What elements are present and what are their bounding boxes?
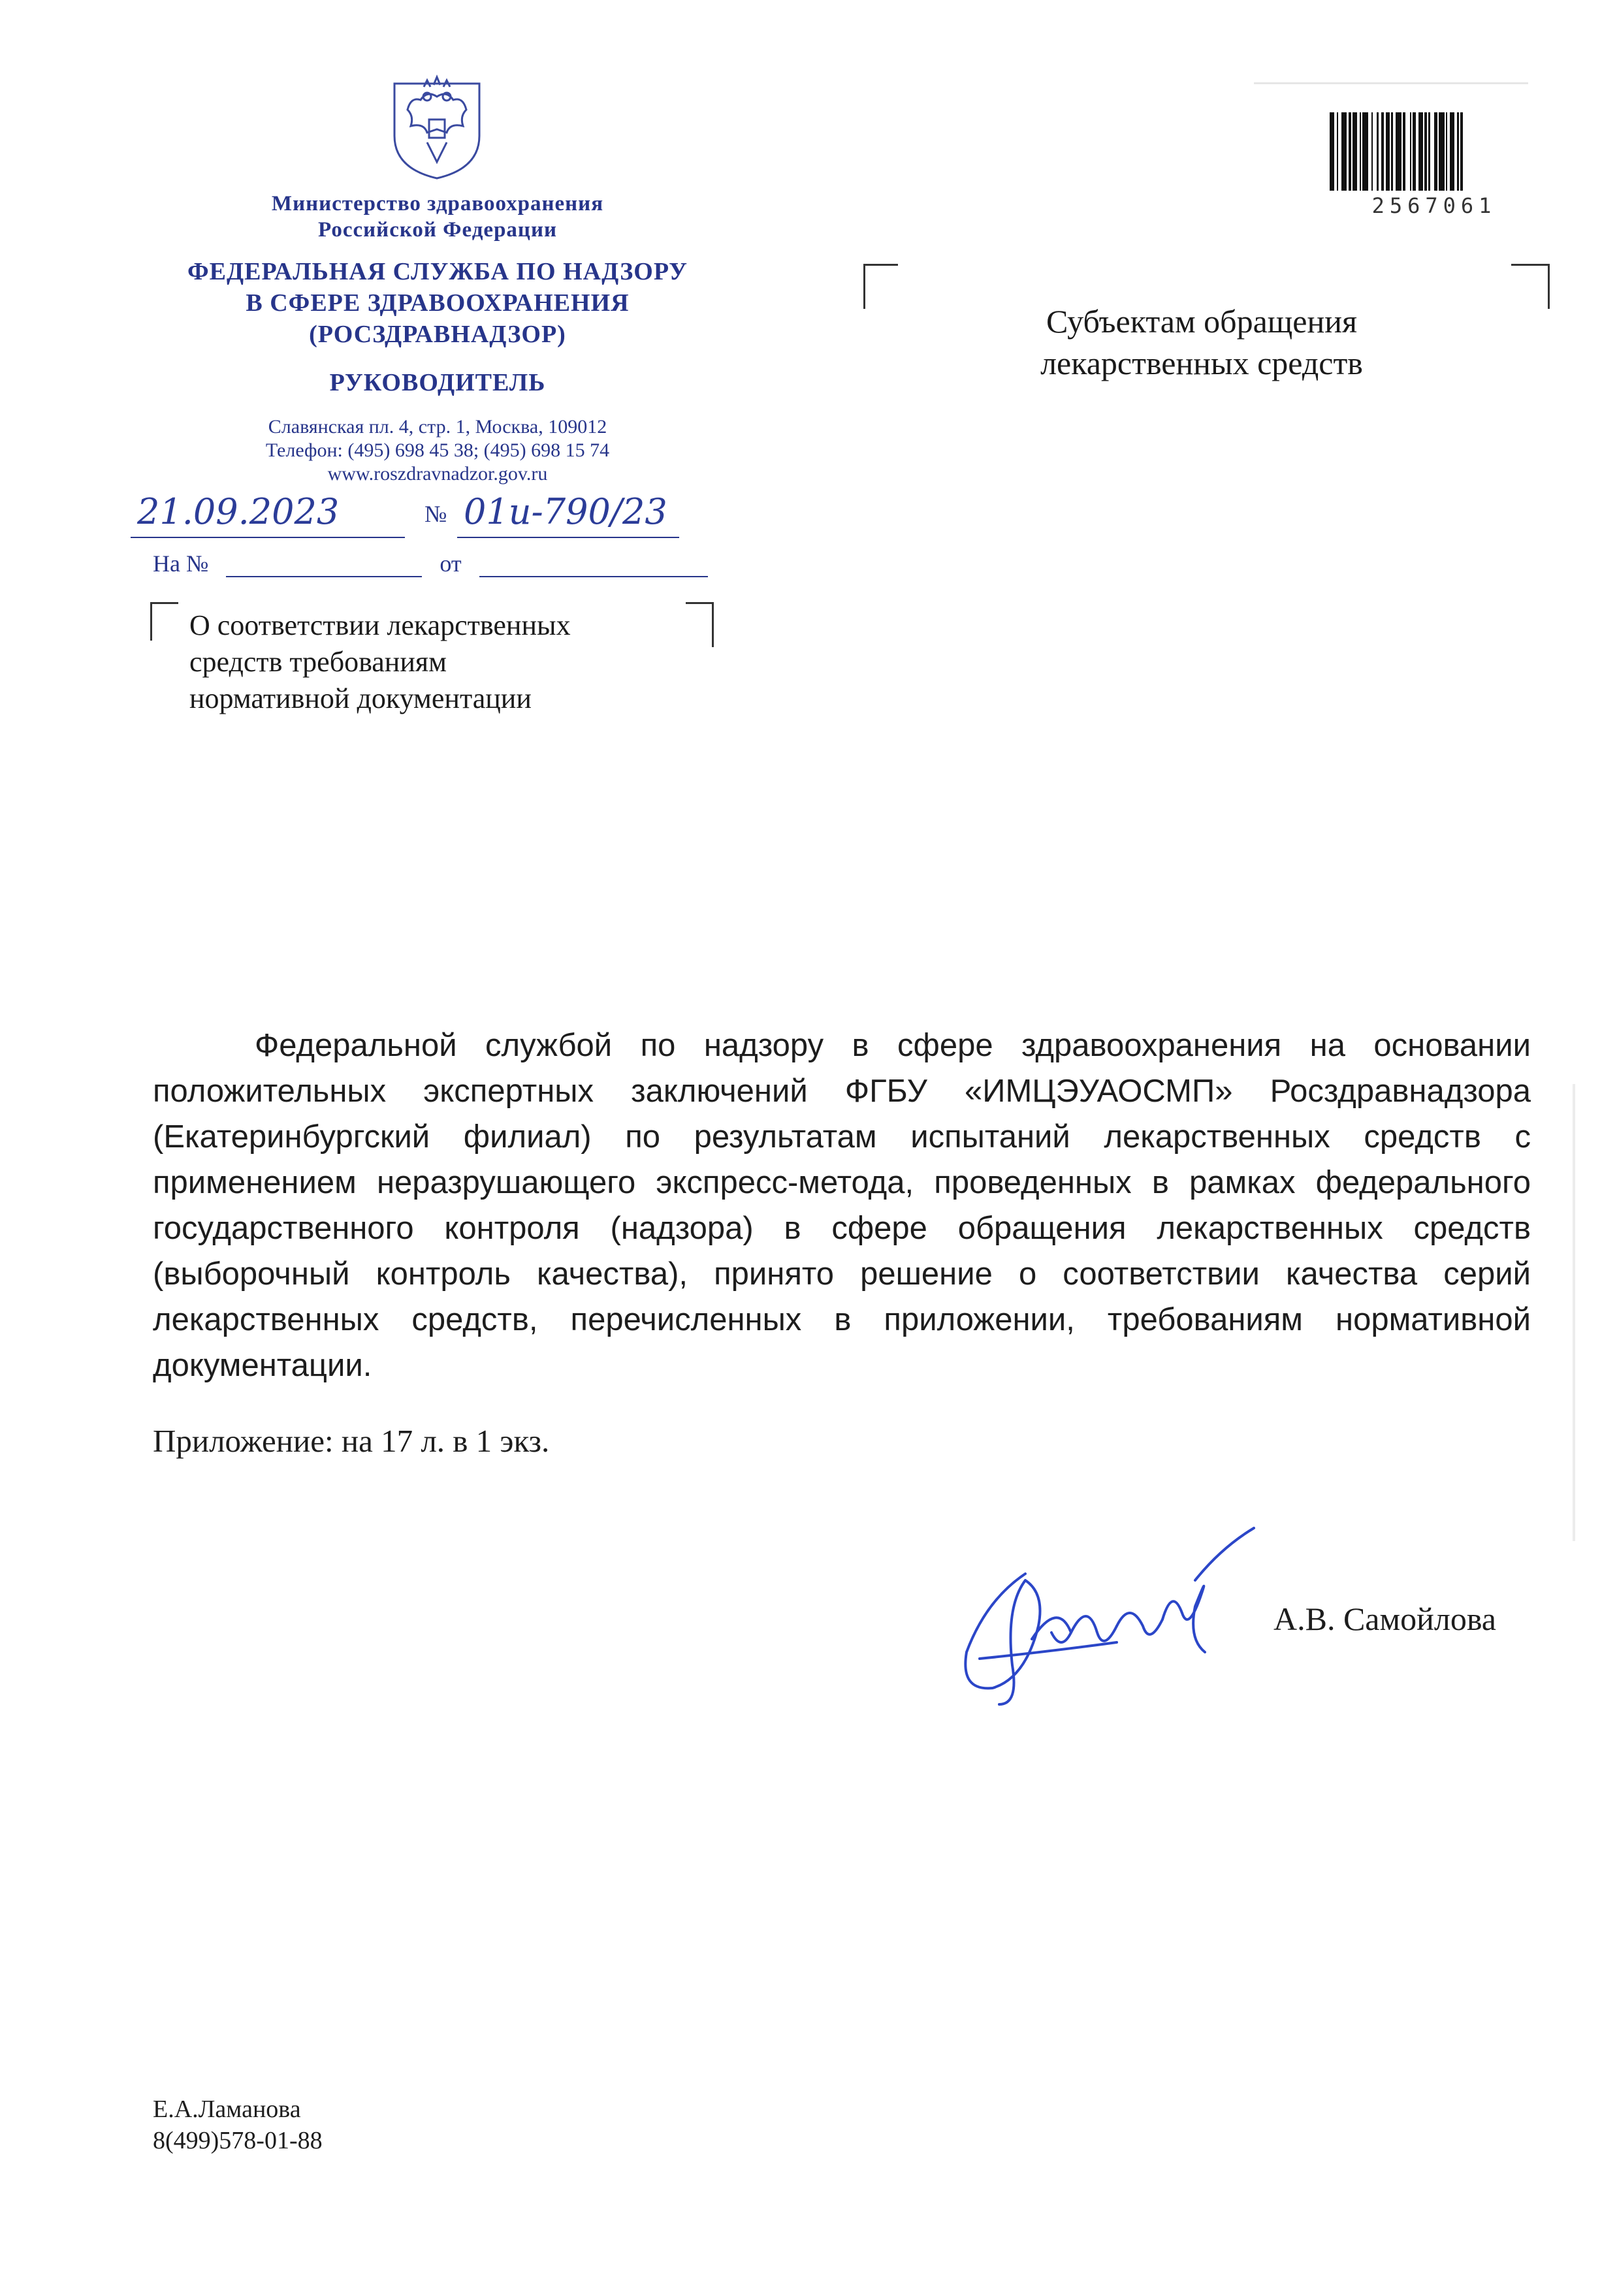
reply-number-blank — [226, 556, 422, 577]
service-line-2: В СФЕРЕ ЗДРАВООХРАНЕНИЯ — [246, 289, 630, 317]
letterhead-contacts — [111, 415, 764, 486]
registration-date: 21.09.2023 — [137, 491, 340, 532]
head-title: РУКОВОДИТЕЛЬ — [329, 369, 546, 396]
reply-reference-line — [153, 550, 708, 577]
barcode-bar — [1330, 112, 1334, 191]
barcode-bar — [1362, 112, 1368, 191]
barcode-number: 2567061 — [1371, 193, 1497, 218]
recipient-bracket-left — [863, 264, 898, 309]
subject-line-1: О соответствии лекарственных — [189, 609, 571, 641]
attachment-note: Приложение: на 17 л. в 1 экз. — [153, 1423, 550, 1459]
number-underline — [457, 537, 679, 538]
from-label: от — [440, 550, 462, 577]
recipient-bracket-right — [1511, 264, 1550, 309]
barcode-gap — [1373, 112, 1377, 191]
scan-edge-shadow — [1573, 1084, 1575, 1541]
signature-icon — [947, 1502, 1287, 1717]
russia-coat-of-arms-icon — [388, 71, 486, 182]
service-line-3: (РОСЗДРАВНАДЗОР) — [309, 321, 566, 348]
number-label: № — [424, 501, 447, 527]
subject-bracket-left — [150, 602, 178, 641]
barcode-bar — [1418, 112, 1423, 191]
subject-line-2: средств требованиям — [189, 646, 447, 678]
reply-to-label: На № — [153, 550, 209, 577]
executor-name: Е.А.Ламанова — [153, 2096, 301, 2123]
barcode-bar — [1439, 112, 1445, 191]
handwritten-signature — [947, 1502, 1287, 1717]
executor-info — [153, 2094, 323, 2156]
address: Славянская пл. 4, стр. 1, Москва, 109012 — [268, 416, 607, 438]
recipient-line-1: Субъектам обращения — [1046, 303, 1357, 340]
reply-date-blank — [479, 556, 708, 577]
signer-name: А.В. Самойлова — [1273, 1601, 1496, 1637]
date-underline — [131, 537, 405, 538]
recipient-line-2: лекарственных средств — [1040, 345, 1363, 381]
recipient-block — [1009, 300, 1394, 384]
registration-number: 01и-790/23 — [464, 491, 667, 532]
registration-line — [131, 491, 797, 543]
phone: Телефон: (495) 698 45 38; (495) 698 15 74 — [265, 439, 610, 461]
ministry-line-2: Российской Федерации — [318, 218, 557, 242]
website-link[interactable]: www.roszdravnadzor.gov.ru — [327, 463, 548, 485]
service-heading — [111, 256, 764, 350]
ministry-heading — [111, 191, 764, 243]
barcode-bar — [1353, 112, 1357, 191]
barcode-bar — [1386, 112, 1390, 191]
barcode-gap — [1463, 112, 1467, 191]
subject-line-3: нормативной документации — [189, 682, 532, 714]
executor-phone: 8(499)578-01-88 — [153, 2127, 323, 2154]
barcode-bar — [1396, 112, 1401, 191]
barcode-bar — [1450, 112, 1454, 191]
barcode-bar — [1341, 112, 1347, 191]
service-line-1: ФЕДЕРАЛЬНАЯ СЛУЖБА ПО НАДЗОРУ — [187, 258, 688, 285]
ministry-line-1: Министерство здравоохранения — [271, 192, 604, 215]
coat-of-arms-emblem — [388, 71, 486, 182]
barcode — [1330, 112, 1526, 191]
barcode-gap — [1430, 112, 1435, 191]
letter-body: Федеральной службой по надзору в сфере здравоохранения на основании положительных экспертных заключений ФГБУ «ИМЦЭУАОСМП» Росздравнадзора (Екатеринбургский филиал) по результатам испытаний лекарственных средств с применением неразрушающего экспресс-метода, проведенных в рамках федерального государственного контроля (надзора) в сфере обращения лекарственных средств (выборочный контроль качества), принято решение о соответствии качества серий лекарственных средств, перечисленных в приложении, требованиям нормативной документации. — [153, 1028, 1531, 1383]
letter-subject — [189, 607, 699, 717]
barcode-gap — [1405, 112, 1410, 191]
scan-artifact-line — [1254, 82, 1528, 84]
